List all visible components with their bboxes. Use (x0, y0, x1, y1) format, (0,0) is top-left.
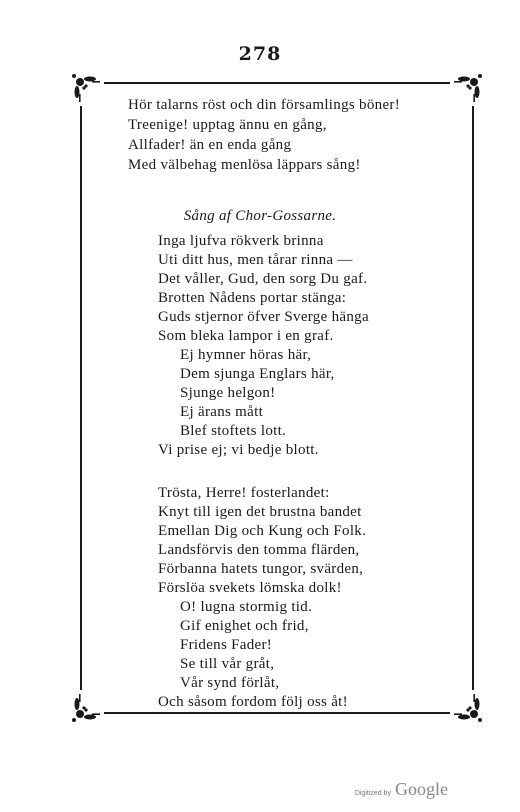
section-heading: Sång af Chor-Gossarne. (183, 208, 337, 224)
border-line-left (80, 106, 82, 690)
poem-line: Förbanna hatets tungor, svärden, (158, 561, 364, 577)
poem-line: Emellan Dig och Kung och Folk. (158, 523, 367, 539)
poem-line: Sjunge helgon! (180, 385, 276, 401)
poem-line: Knyt till igen det brustna bandet (158, 504, 362, 520)
google-logo: Google (395, 779, 448, 799)
poem-line: Hör talarns röst och din församlings böner! (128, 97, 401, 113)
border-line-bottom (104, 712, 450, 714)
poem-line: Uti ditt hus, men tårar rinna — (158, 252, 353, 268)
poem-line: Landsförvis den tomma flärden, (158, 542, 360, 558)
poem-line: Förslöa svekets lömska dolk! (158, 580, 342, 596)
poem-line: Fridens Fader! (180, 637, 273, 653)
poem-line: Treenige! upptag ännu en gång, (128, 117, 327, 133)
poem-line: Trösta, Herre! fosterlandet: (158, 485, 330, 501)
corner-ornament-icon (70, 694, 100, 724)
border-line-right (472, 106, 474, 690)
poem-line: Med välbehag menlösa läppars sång! (128, 157, 361, 173)
corner-ornament-icon (70, 72, 100, 102)
poem-line: Brotten Nådens portar stänga: (158, 290, 347, 306)
digitized-label: Digitized by (354, 790, 391, 797)
poem-line: Och såsom fordom följ oss åt! (158, 694, 348, 710)
poem-line: Gif enighet och frid, (180, 618, 309, 634)
digitized-watermark (355, 779, 448, 800)
poem-line: Allfader! än en enda gång (128, 137, 292, 153)
poem-line: Ej hymner höras här, (180, 347, 312, 363)
poem-line: Vi prise ej; vi bedje blott. (158, 442, 319, 458)
poem-line: Se till vår gråt, (180, 656, 275, 672)
poem-line: O! lugna stormig tid. (180, 599, 313, 615)
page-number: 278 (238, 43, 282, 65)
poem-line: Dem sjunga Englars här, (180, 366, 335, 382)
poem-line: Det våller, Gud, den sorg Du gaf. (158, 271, 368, 287)
poem-line: Ej ärans mått (180, 404, 264, 420)
corner-ornament-icon (454, 72, 484, 102)
poem-line: Vår synd förlåt, (180, 675, 280, 691)
poem-line: Inga ljufva rökverk brinna (158, 233, 324, 249)
poem-line: Guds stjernor öfver Sverge hänga (158, 309, 369, 325)
poem-line: Som bleka lampor i en graf. (158, 328, 334, 344)
border-line-top (104, 82, 450, 84)
poem-line: Blef stoftets lott. (180, 423, 287, 439)
corner-ornament-icon (454, 694, 484, 724)
